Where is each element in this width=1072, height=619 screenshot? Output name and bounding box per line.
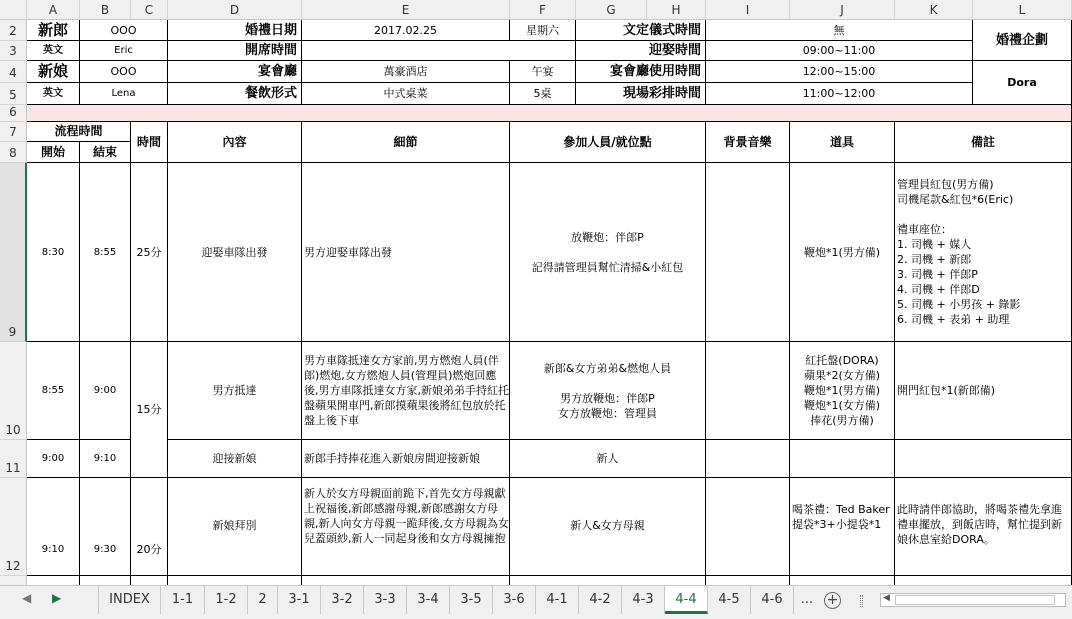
wedding-date-label[interactable]: 婚禮日期 <box>168 20 302 41</box>
sheet-tab[interactable]: 3-2 <box>321 586 364 614</box>
schedule-props[interactable]: 紅托盤(DORA) 蘋果*2(女方備) 鞭炮*1(男方備) 鞭炮*1(女方備) 捧花(男方備) <box>790 342 895 440</box>
sheet-tab[interactable]: 3-3 <box>364 586 407 614</box>
schedule-end[interactable]: 9:00 <box>80 342 131 440</box>
ceremony-time[interactable]: 無 <box>706 20 973 41</box>
detail-header[interactable]: 細節 <box>302 122 510 163</box>
column-header-k[interactable]: K <box>895 0 973 20</box>
column-header-c[interactable]: C <box>131 0 168 20</box>
schedule-notes[interactable]: 此時請伴郎協助，將喝茶禮先拿進禮車擺放，到飯店時，幫忙提到新娘休息室給DORA。 <box>895 478 1072 576</box>
flow-time-header[interactable]: 流程時間 <box>27 122 131 142</box>
venue-use-label[interactable]: 宴會廳使用時間 <box>576 61 706 83</box>
schedule-content[interactable]: 迎娶車隊出發 <box>168 163 302 342</box>
empty-cell[interactable] <box>168 576 302 585</box>
schedule-music[interactable] <box>706 478 790 576</box>
sheet-tab-bar <box>0 585 1072 619</box>
sheet-tab[interactable]: 4-5 <box>708 586 751 614</box>
venue-use-time[interactable]: 12:00~15:00 <box>706 61 973 83</box>
column-header-i[interactable]: I <box>706 0 790 20</box>
bride-english-name[interactable]: Lena <box>80 83 168 105</box>
banquet-time-label[interactable]: 開席時間 <box>168 41 302 61</box>
column-header-h[interactable]: H <box>647 0 706 20</box>
row-header-9[interactable] <box>0 163 27 342</box>
column-header-d[interactable]: D <box>168 0 302 20</box>
sheet-tab-active[interactable]: 4-4 <box>665 586 708 614</box>
schedule-content[interactable]: 新娘拜別 <box>168 478 302 576</box>
schedule-detail[interactable]: 男方迎娶車隊出發 <box>302 163 510 342</box>
sheet-tab[interactable]: 4-2 <box>579 586 622 614</box>
empty-cell[interactable] <box>302 576 510 585</box>
schedule-start[interactable]: 8:30 <box>27 163 80 342</box>
start-header[interactable]: 開始 <box>27 142 80 163</box>
participants-header[interactable]: 參加人員/就位點 <box>510 122 706 163</box>
empty-cell[interactable] <box>706 576 790 585</box>
schedule-participants[interactable]: 新人&女方母親 <box>510 478 706 576</box>
schedule-end[interactable]: 9:10 <box>80 440 131 478</box>
column-header-b[interactable]: B <box>80 0 131 20</box>
row-number: 7 <box>9 125 17 139</box>
row-header-4[interactable] <box>0 61 27 83</box>
venue-name[interactable]: 萬豪酒店 <box>302 61 510 83</box>
row-number: 12 <box>5 559 21 573</box>
empty-cell[interactable] <box>80 576 131 585</box>
schedule-start[interactable]: 8:55 <box>27 342 80 440</box>
venue-label[interactable]: 宴會廳 <box>168 61 302 83</box>
rehearsal-label[interactable]: 現場彩排時間 <box>576 83 706 105</box>
bride-name[interactable]: OOO <box>80 61 168 83</box>
sheet-tab[interactable]: 3-5 <box>450 586 493 614</box>
schedule-music[interactable] <box>706 440 790 478</box>
dining-style[interactable]: 中式桌菜 <box>302 83 510 105</box>
groom-english-label[interactable]: 英文 <box>27 41 80 61</box>
row-header-12[interactable] <box>0 478 27 576</box>
sheet-tab[interactable]: 4-3 <box>622 586 665 614</box>
row-number: 6 <box>9 105 17 119</box>
sheet-tab[interactable]: 3-4 <box>407 586 450 614</box>
schedule-props[interactable] <box>790 440 895 478</box>
schedule-participants[interactable]: 新人 <box>510 440 706 478</box>
groom-label[interactable]: 新郎 <box>27 20 80 41</box>
rehearsal-time[interactable]: 11:00~12:00 <box>706 83 973 105</box>
scrollbar-thumb[interactable] <box>895 595 1055 605</box>
row-header-13[interactable] <box>0 576 27 585</box>
horizontal-scrollbar[interactable] <box>880 593 1066 607</box>
empty-cell[interactable] <box>131 576 168 585</box>
schedule-duration[interactable]: 20分 <box>131 478 168 576</box>
column-header-j[interactable]: J <box>790 0 895 20</box>
schedule-detail[interactable]: 男方車隊抵達女方家前,男方燃炮人員(伴郎)燃炮,女方燃炮人員(管理員)燃炮回應後,男方車隊抵達女方家,新娘弟弟手持紅托盤蘋果開車門,新郎摸蘋果後將紅包放於托盤上後下車 <box>302 342 510 440</box>
wedding-date[interactable]: 2017.02.25 <box>302 20 510 41</box>
row-number: 11 <box>5 461 21 475</box>
add-sheet-button[interactable] <box>824 592 841 609</box>
schedule-end[interactable]: 8:55 <box>80 163 131 342</box>
schedule-content[interactable]: 男方抵達 <box>168 342 302 440</box>
schedule-duration[interactable]: 25分 <box>131 163 168 342</box>
select-all-corner[interactable] <box>0 0 27 20</box>
row-number: 2 <box>9 24 17 38</box>
divider-band[interactable] <box>27 105 1072 122</box>
schedule-notes[interactable]: 開門紅包*1(新郎備) <box>895 342 1072 440</box>
pickup-time-label[interactable]: 迎娶時間 <box>576 41 706 61</box>
schedule-detail[interactable]: 新郎手持捧花進入新娘房間迎接新娘 <box>302 440 510 478</box>
empty-cell[interactable] <box>895 576 1072 585</box>
music-header[interactable]: 背景音樂 <box>706 122 790 163</box>
schedule-participants[interactable]: 新郎&女方弟弟&燃炮人員 男方放鞭炮：伴郎P 女方放鞭炮：管理員 <box>510 342 706 440</box>
empty-cell[interactable] <box>27 576 80 585</box>
table-count[interactable]: 5桌 <box>510 83 576 105</box>
column-header-bar <box>0 0 1072 20</box>
row-header-3[interactable] <box>0 41 27 61</box>
sheet-tab[interactable]: 4-6 <box>751 586 794 614</box>
sheet-tab[interactable]: 4-1 <box>536 586 579 614</box>
pickup-time[interactable]: 09:00~11:00 <box>706 41 973 61</box>
column-header-f[interactable]: F <box>510 0 576 20</box>
banquet-time[interactable] <box>302 41 576 61</box>
tab-splitter-handle[interactable] <box>860 595 863 607</box>
sheet-tab[interactable]: 1-2 <box>205 586 248 614</box>
schedule-props[interactable]: 喝茶禮：Ted Baker提袋*3+小提袋*1 <box>790 478 895 576</box>
meal-type[interactable]: 午宴 <box>510 61 576 83</box>
plus-icon: + <box>826 592 839 608</box>
schedule-notes[interactable]: 管理員紅包(男方備) 司機尾款&紅包*6(Eric) 禮車座位： 1. 司機 + 媒人 2. 司機 + 新郎 3. 司機 + 伴郎P 4. 司機 + 伴郎D 5. 司機 + 小男孩 + 錄影 6. 司機 + 表弟 + 助理 <box>895 163 1072 342</box>
schedule-start[interactable]: 9:10 <box>27 478 80 576</box>
dining-label[interactable]: 餐飲形式 <box>168 83 302 105</box>
groom-name[interactable]: OOO <box>80 20 168 41</box>
duration-header[interactable]: 時間 <box>131 122 168 163</box>
row-number: 10 <box>5 423 21 437</box>
sheet-tab[interactable]: 2 <box>248 586 278 614</box>
scroll-tabs-right-icon[interactable]: ▶ <box>52 591 62 605</box>
row-header-11[interactable] <box>0 440 27 478</box>
sheet-tab[interactable]: 3-1 <box>278 586 321 614</box>
schedule-participants[interactable]: 放鞭炮：伴郎P 記得請管理員幫忙清掃&小紅包 <box>510 163 706 342</box>
schedule-props[interactable]: 鞭炮*1(男方備) <box>790 163 895 342</box>
row-header-2[interactable] <box>0 20 27 41</box>
notes-header[interactable]: 備註 <box>895 122 1072 163</box>
row-header-5[interactable] <box>0 83 27 105</box>
schedule-detail[interactable]: 新人於女方母親面前跪下,首先女方母親獻上祝福後,新郎感謝母親,新郎感謝女方母親,新人向女方母親一跪拜後,女方母親為女兒蓋頭紗,新人一同起身後和女方母親擁抱 <box>302 478 510 576</box>
schedule-content[interactable]: 迎接新娘 <box>168 440 302 478</box>
wedding-weekday[interactable]: 星期六 <box>510 20 576 41</box>
schedule-end[interactable]: 9:30 <box>80 478 131 576</box>
props-header[interactable]: 道具 <box>790 122 895 163</box>
groom-english-name[interactable]: Eric <box>80 41 168 61</box>
empty-cell[interactable] <box>790 576 895 585</box>
schedule-start[interactable]: 9:00 <box>27 440 80 478</box>
row-number: 5 <box>9 88 17 102</box>
scroll-left-icon[interactable]: ◀ <box>883 593 890 603</box>
row-header-10[interactable] <box>0 342 27 440</box>
schedule-duration[interactable]: 15分 <box>131 342 168 478</box>
row-number: 3 <box>9 44 17 58</box>
content-header[interactable]: 內容 <box>168 122 302 163</box>
sheet-tab[interactable]: 1-1 <box>161 586 205 614</box>
planner-name[interactable]: Dora <box>973 61 1072 105</box>
sheet-tab[interactable]: 3-6 <box>493 586 536 614</box>
column-header-a[interactable]: A <box>27 0 80 20</box>
schedule-music[interactable] <box>706 342 790 440</box>
schedule-notes[interactable] <box>895 440 1072 478</box>
more-tabs-button[interactable]: ... <box>800 592 814 607</box>
bride-english-label[interactable]: 英文 <box>27 83 80 105</box>
sheet-tab[interactable]: INDEX <box>98 586 161 614</box>
row-header-8[interactable] <box>0 142 27 163</box>
empty-cell[interactable] <box>510 576 706 585</box>
row-number: 9 <box>8 325 17 339</box>
row-header-7[interactable] <box>0 122 27 142</box>
row-header-6[interactable] <box>0 105 27 122</box>
row-number: 4 <box>9 66 17 80</box>
column-header-l[interactable]: L <box>973 0 1072 20</box>
column-header-e[interactable]: E <box>302 0 510 20</box>
row-number: 8 <box>9 146 17 160</box>
ceremony-time-label[interactable]: 文定儀式時間 <box>576 20 706 41</box>
planner-label[interactable]: 婚禮企劃 <box>973 20 1072 61</box>
end-header[interactable]: 結束 <box>80 142 131 163</box>
schedule-music[interactable] <box>706 163 790 342</box>
scroll-tabs-left-icon[interactable]: ◀ <box>22 591 32 605</box>
bride-label[interactable]: 新娘 <box>27 61 80 83</box>
column-header-g[interactable]: G <box>576 0 647 20</box>
